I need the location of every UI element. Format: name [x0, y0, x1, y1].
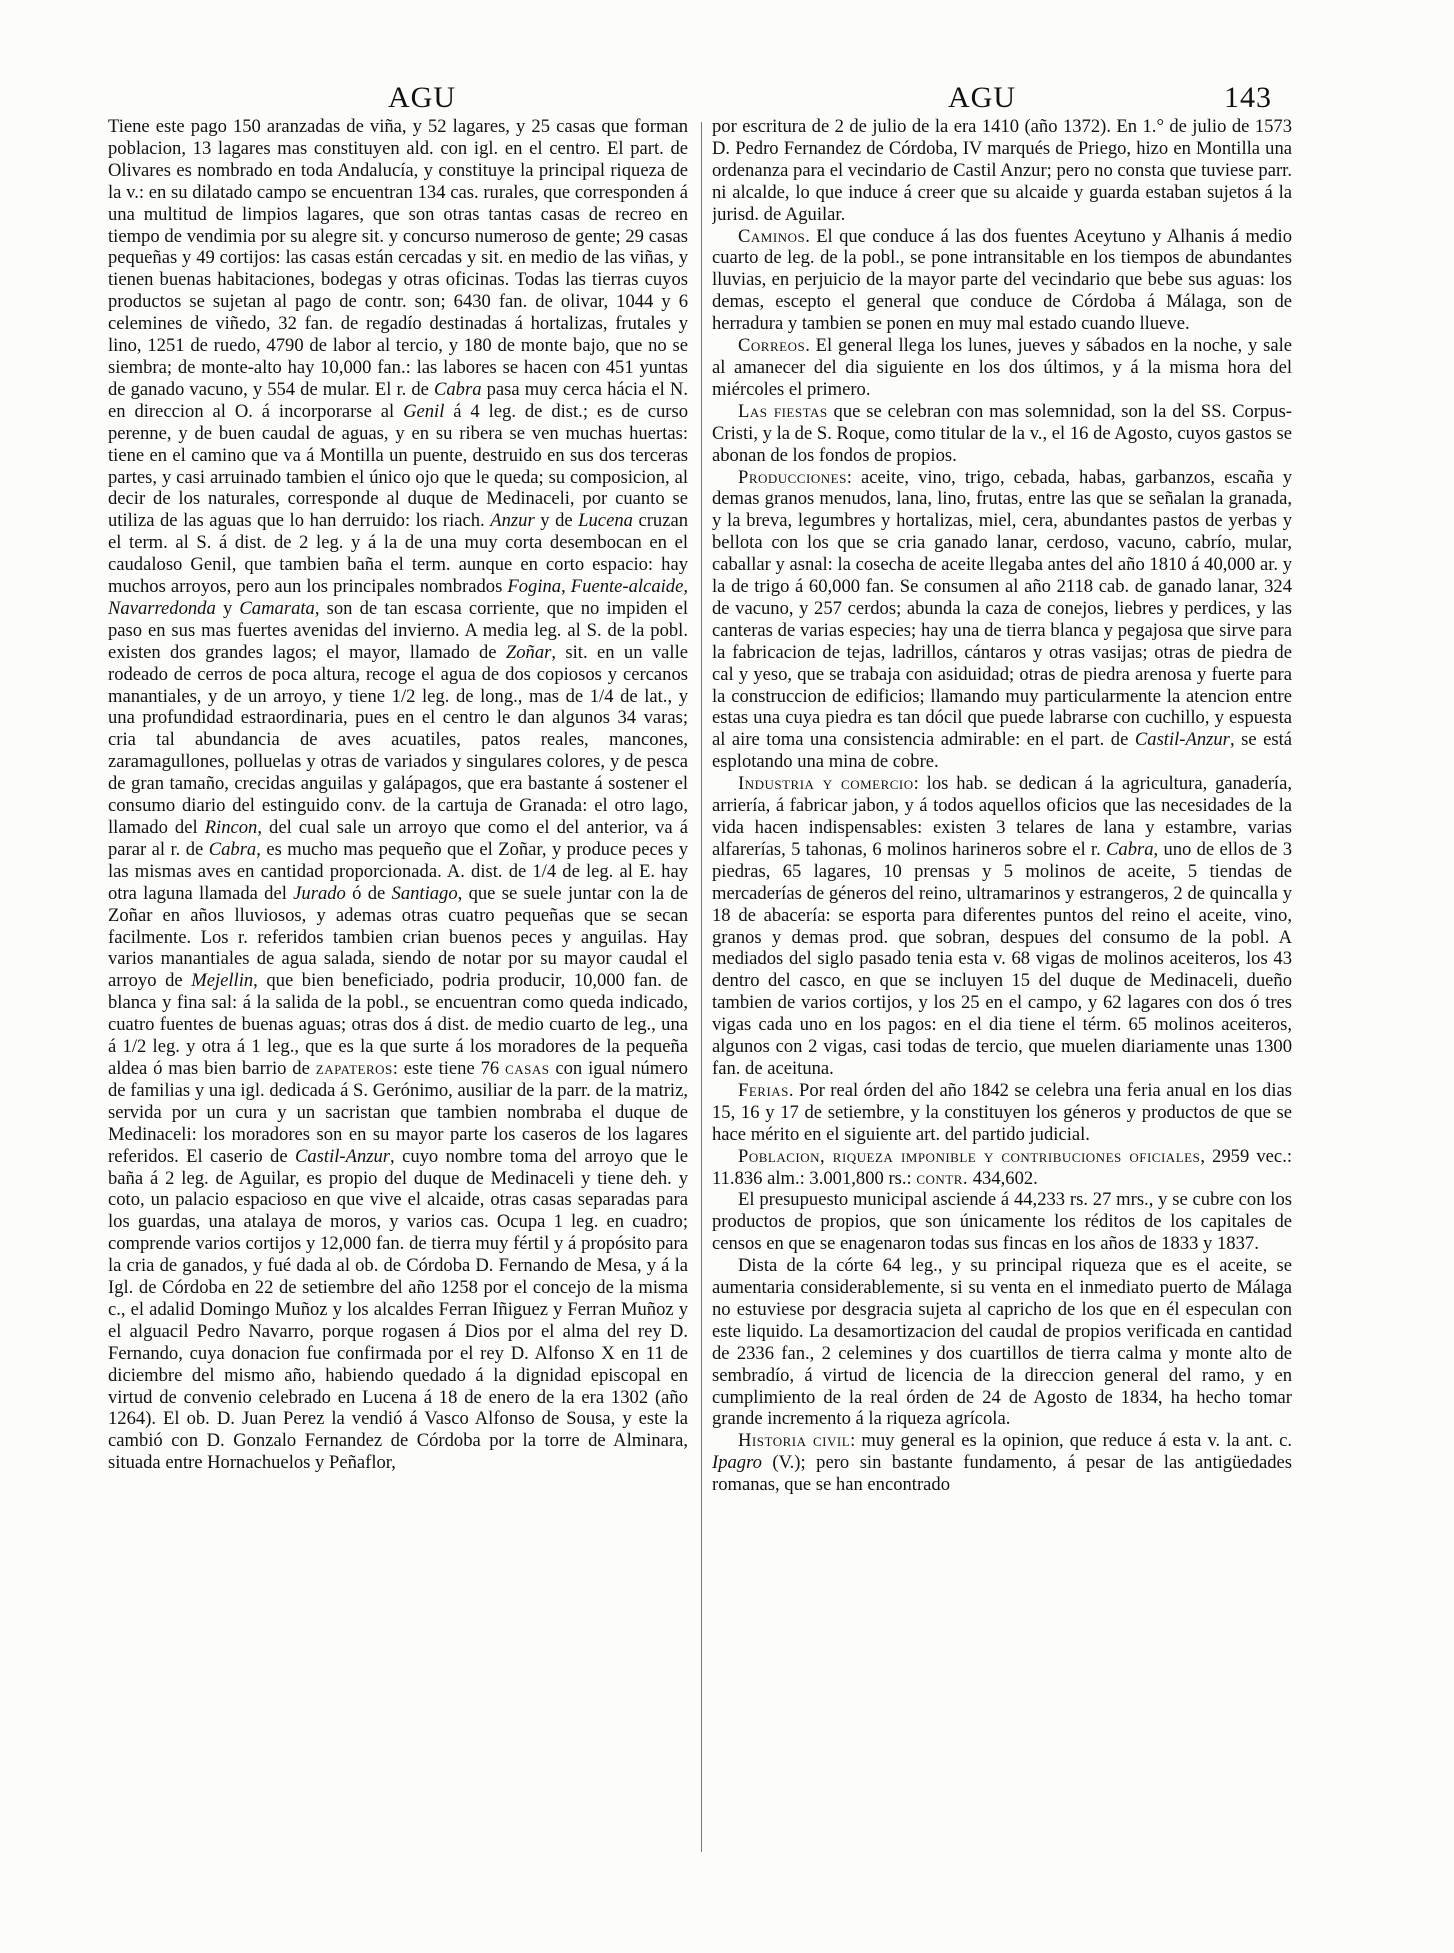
- text-run: : este tiene 76: [392, 1057, 506, 1079]
- text-run: con igual número de familias y una igl. dedicada á S. Gerónimo, ausiliar de la parr. de la matriz, servida por un cura y un sacristan que tambien nombraba el duque de Medinaceli: los moradores son en su mayor parte los caseros de los lagares referidos. El caserio de: [108, 1057, 688, 1167]
- text-run: Navarredonda: [108, 597, 216, 619]
- text-run: Castil-Anzur: [294, 1145, 391, 1167]
- page-number: 143: [1224, 81, 1272, 114]
- paragraph: [712, 226, 1292, 336]
- text-run: . Por real órden del año 1842 se celebra una feria anual en los dias 15, 16 y 17 de setiembre, y la constituyen los géneros y productos de que se hace mérito en el siguiente art. del partido judicial.: [712, 1079, 1292, 1145]
- column-divider: [701, 122, 702, 1852]
- text-run: casas: [505, 1057, 550, 1079]
- text-run: , es mucho mas pequeño que el Zoñar, y produce peces y las mismas aves en cantidad proporcionada. A. dist. de 1/4 de leg. al E. hay otra laguna llamada del: [108, 838, 688, 904]
- text-run: Lucena: [578, 510, 633, 532]
- text-run: , que bien beneficiado, podria producir, 10,000 fan. de blanca y fina sal: á la salida de la pobl., se encuentran como queda indicado, cuatro fuentes de buenas aguas; otras dos á dist. de medio cuarto de leg., una á 1/2 leg. y otra á 1 leg., que es la que surte á los moradores de la pequeña aldea ó mas bien barrio de: [108, 970, 688, 1079]
- text-run: pasa muy cerca hácia el N. en direccion al O. á incorporarse al: [108, 378, 688, 422]
- text-run: (V.); pero sin bastante fundamento, á pesar de las antigüedades romanas, que se han encontrado: [712, 1452, 1292, 1496]
- text-run: Correos: [738, 335, 806, 357]
- text-run: á 4 leg. de dist.; es de curso perenne, y de buen caudal de aguas, y en su ribera se ven muchas huertas: tiene en el camino que va á Montilla un puente, destruido en sus dos terceras partes, y casi arruinado tambien el único ojo que le queda; su composicion, al decir de los naturales, corresponde al duque de Medinaceli, por cuanto se utiliza de las aguas que lo han derruido: los riach.: [108, 400, 688, 532]
- text-run: ,: [683, 576, 688, 598]
- paragraph: [712, 467, 1292, 774]
- text-run: , cuyo nombre toma del arroyo que le baña á 2 leg. de Aguilar, es propio del duque de Medinaceli y tiene deh. y coto, un palacio espacioso en que vive el alcaide, otras casas separadas para los guardas, una atalaya de moros, y varios cas. Ocupa 1 leg. en cuadro; comprende varios cortijos y 12,000 fan. de tierra muy fértil y á propósito para la cria de ganados, y fué dada al ob. de Córdoba D. Fernando de Mesa, y á la Igl. de Córdoba en 22 de setiembre del año 1258 por el concejo de la misma c., el adalid Domingo Muñoz y los alcaldes Ferran Iñiguez y Ferran Muñoz y el alguacil Pedro Navarro, porque rogasen á Dios por el alma del rey D. Fernando, cuya donacion fue confirmada por el rey D. Alfonso X en 11 de diciembre del mismo año, habiendo quedado á la dignidad episcopal en virtud de convenio celebrado en Lucena á 18 de enero de la era 1302 (año 1264). El ob. D. Juan Perez la vendió á Vasco Alfonso de Sousa, y este la cambió con D. Gonzalo Fernandez de Córdoba por la torre de Alminara, situada entre Hornachuelos y Peñaflor,: [108, 1145, 688, 1474]
- text-run: Jurado: [293, 882, 346, 904]
- text-run: Caminos: [738, 225, 806, 247]
- text-run: , que se suele juntar con la de Zoñar en años lluviosos, y ademas otras cuatro pequeñas que se secan facilmente. Los r. referidos tambien crian buenos peces y anguilas. Hay varios manantiales de agua salada, siendo de notar por su mayor caudal el arroyo de: [108, 882, 688, 992]
- text-run: cruzan el term. al S. á dist. de 2 leg. y á la de una muy corta desembocan en el caudaloso Genil, que tambien baña el term. aunque en corto espacio: hay muchos arroyos, pero aun los principales nombrados: [108, 510, 688, 598]
- text-run: Genil: [403, 400, 445, 422]
- text-run: Mejellin: [191, 970, 254, 992]
- text-run: Cabra: [433, 378, 482, 400]
- text-run: y: [215, 597, 240, 619]
- text-run: que se celebran con mas solemnidad, son la del SS. Corpus-Cristi, y la de S. Roque, como titular de la v., el 16 de Agosto, cuyos gastos se abonan de los fondos de propios.: [712, 400, 1292, 466]
- text-run: , 2959 vec.: 11.836 alm.: 3.001,800 rs.:: [712, 1145, 1292, 1189]
- text-run: contr.: [916, 1167, 969, 1189]
- paragraph: [712, 1430, 1292, 1496]
- text-run: y de: [534, 510, 579, 532]
- text-run: , se está esplotando una mina de cobre.: [712, 729, 1292, 773]
- paragraph: [712, 773, 1292, 1080]
- paragraph: [712, 1080, 1292, 1146]
- text-run: . El que conduce á las dos fuentes Aceytuno y Alhanis á medio cuarto de leg. de la pobl., se pone intransitable en los tiempos de abundantes lluvias, en perjuicio de la mayor parte del vecindario que bebe sus aguas: los demas, escepto el general que conduce de Córdoba á Málaga, son de herradura y tambien se ponen en muy mal estado cuando llueve.: [712, 225, 1292, 335]
- text-run: Zoñar: [505, 641, 552, 663]
- paragraph: [712, 1255, 1292, 1430]
- paragraph: [712, 1146, 1292, 1190]
- text-run: Fogina: [507, 576, 562, 598]
- text-run: , del cual sale un arroyo que como el del anterior, va á parar al r. de: [108, 817, 688, 860]
- text-run: ó de: [345, 882, 392, 904]
- text-run: zapateros: [315, 1057, 393, 1079]
- text-run: ,: [561, 576, 571, 598]
- text-run: : los hab. se dedican á la agricultura, ganadería, arriería, á fabricar jabon, y á todos aquellos oficios que las necesidades de la vida hacen indispensables: existen 3 telares de lana y estambre, varias alfarerías, 5 tahonas, 6 molinos harineros sobre el r.: [712, 773, 1292, 860]
- text-run: El presupuesto municipal asciende á 44,233 rs. 27 mrs., y se cubre con los productos de propios, que son únicamente los réditos de los capitales de censos en que se enagenaron todas sus fincas en los años de 1833 y 1837.: [712, 1189, 1292, 1255]
- text-column-left: [108, 116, 688, 1856]
- text-run: Producciones: [738, 466, 847, 488]
- text-run: 434,602.: [968, 1167, 1038, 1189]
- running-head-left: AGU: [388, 81, 456, 114]
- text-run: , sit. en un valle rodeado de cerros de poca altura, recoge el agua de dos copiosos y cercanos manantiales, y de un arroyo, y tiene 1/2 leg. de long., mas de 1/4 de lat., y una profundidad estraordinaria, pues en el centro le dan algunos 34 varas; cria tal abundancia de aves acuatiles, patos reales, mancones, zaramagullones, polluelas y otras de variados y singulares colores, y de pesca de gran tamaño, crecidas anguilas y galápagos, que era bastante á sostener el consumo diario del estinguido conv. de la cartuja de Granada: el otro lago, llamado del: [108, 641, 688, 838]
- text-run: Cabra: [208, 838, 257, 860]
- paragraph: [108, 116, 688, 1474]
- text-run: Castil-Anzur: [1134, 729, 1230, 751]
- text-run: por escritura de 2 de julio de la era 1410 (año 1372). En 1.° de julio de 1573 D. Pedro Fernandez de Córdoba, IV marqués de Priego, hizo en Montilla una ordenanza para el vecindario de Castil Anzur; pero no consta que tuviese parr. ni alcalde, lo que induce á creer que su alcaide y guarda estaban sujetos á la jurisd. de Aguilar.: [712, 116, 1292, 225]
- text-run: Historia civil: [738, 1430, 851, 1452]
- text-run: Rincon: [204, 817, 258, 838]
- text-run: Ferias: [738, 1079, 789, 1101]
- text-run: Cabra: [1106, 838, 1154, 860]
- paragraph: [712, 401, 1292, 467]
- text-run: Industria y comercio: [738, 773, 914, 795]
- text-run: Anzur: [490, 510, 535, 532]
- text-run: , son de tan escasa corriente, que no impiden el paso en sus mas fuertes avenidas del invierno. A media leg. al S. de la pobl. existen dos grandes lagos; el mayor, llamado de: [108, 597, 688, 663]
- paragraph: [712, 1189, 1292, 1255]
- paragraph: [712, 116, 1292, 226]
- text-run: : aceite, vino, trigo, cebada, habas, garbanzos, escaña y demas granos menudos, lana, lino, frutas, entre las que se señalan la granada, y la breva, legumbres y hortalizas, miel, cera, abundantes pastos de yerbas y bellota con los que se cria ganado lanar, cerdoso, vacuno, cabrío, mular, caballar y asnal: la cosecha de aceite llegaba antes del año 1810 á 40,000 ar. y la de trigo á 60,000 fan. Se consumen al año 2118 cab. de ganado lanar, 324 de vacuno, y 257 cerdos; abunda la caza de conejos, liebres y perdices, y las canteras de varias especies; hay una de tierra blanca y pegajosa que sirve para la fabricacion de tejas, ladrillos, cántaros y otras vasijas; otras de piedra de cal y yeso, que se trabaja con asiduidad; otras de piedra arenosa y fuerte para la construccion de edificios; llamando muy particularmente la atencion entre estas una cuya piedra es tan dócil que puede labrarse con cuchillo, y espuesta al aire toma una consistencia admirable: en el part. de: [712, 466, 1292, 751]
- paragraph: [712, 335, 1292, 401]
- text-run: Las fiestas: [738, 400, 828, 422]
- text-run: , uno de ellos de 3 piedras, 65 lagares, 10 prensas y 5 molinos de aceite, 5 tiendas de mercaderías de géneros del reino, ultramarinos y estrangeros, 2 de quincalla y 18 de abacería: se esporta para diferentes puntos del reino el aceite, vino, granos y demas prod. que sobran, despues del consumo de la pobl. A mediados del siglo pasado tenia esta v. 68 vigas de molinos aceiteros, los 43 dentro del casco, en que se incluyen 15 del duque de Medinaceli, dueño tambien de varios cortijos, y los 25 en el campo, y 62 lagares con dos ó tres vigas cada uno en los pagos: en el dia tiene el térm. 65 molinos aceiteros, algunos con 2 vigas, casi todas de tercio, que muelen diariamente unas 1300 fan. de aceituna.: [712, 838, 1292, 1079]
- text-run: Tiene este pago 150 aranzadas de viña, y 52 lagares, y 25 casas que forman poblacion, 13 lagares mas constituyen ald. con igl. en el centro. El part. de Olivares es nombrado en toda Andalucía, y constituye la principal riqueza de la v.: en su dilatado campo se encuentran 134 cas. rurales, que corresponden á una multitud de limpios lagares, que son otras tantas casas de recreo en tiempo de vendimia por su alegre sit. y concurso numeroso de gente; 29 casas pequeñas y 49 cortijos: las casas están cercadas y sit. en medio de las viñas, y tienen buenas habitaciones, bodegas y otras oficinas. Todas las tierras cuyos productos se sujetan al pago de contr. son; 6430 fan. de olivar, 1044 y 6 celemines de viñedo, 32 fan. de regadío destinadas á hortalizas, frutales y lino, 1251 de ruedo, 4790 de labor al tercio, y 180 de monte bajo, que no se siembra; de monte-alto hay 10,000 fan.: las labores se hacen con 451 yuntas de ganado vacuno, y 554 de mular. El r. de: [108, 116, 688, 400]
- text-run: Dista de la córte 64 leg., y su principal riqueza que es el aceite, se aumentaria considerablemente, si su venta en el inmediato puerto de Málaga no estuviese por desgracia sujeta al capricho de los que en él especulan con este liquido. La desamortizacion del caudal de propios verificada en cantidad de 2336 fan., 2 celemines y dos cuartillos de tierra calma y monte alto de sembradío, á virtud de licencia de la direccion general del ramo, y en cumplimiento de la real órden de 24 de Agosto de 1834, ha hecho tomar grande incremento á la riqueza agrícola.: [712, 1255, 1292, 1430]
- text-column-right: [712, 116, 1292, 1856]
- text-run: Ipagro: [712, 1452, 762, 1474]
- text-run: Poblacion, riqueza imponible y contribuciones oficiales: [738, 1145, 1201, 1167]
- text-run: Camarata: [239, 597, 315, 619]
- text-run: Fuente-alcaide: [570, 576, 684, 598]
- text-run: : muy general es la opinion, que reduce á esta v. la ant. c.: [850, 1430, 1292, 1452]
- text-run: Santiago: [391, 882, 458, 904]
- text-run: . El general llega los lunes, jueves y sábados en la noche, y sale al amanecer del dia siguiente en los dos últimos, y á la misma hora del miércoles el primero.: [712, 335, 1292, 400]
- running-head-right: AGU: [948, 81, 1016, 114]
